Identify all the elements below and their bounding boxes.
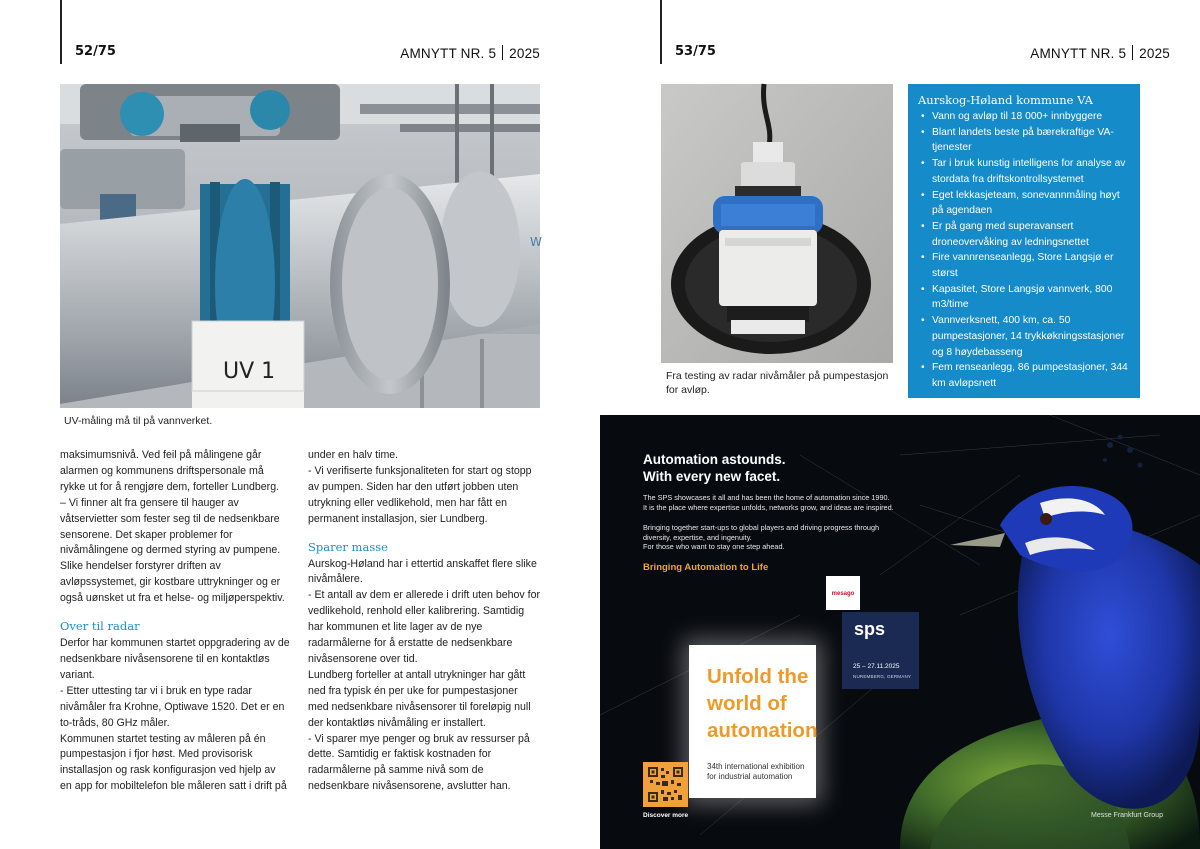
ad-headline-line-2: With every new facet. <box>643 469 781 484</box>
qr-code[interactable] <box>643 762 688 807</box>
sps-logo-box <box>842 612 919 689</box>
uv-pipe-photo <box>60 84 540 408</box>
sps-logo-text: sps <box>854 619 886 639</box>
fact-box <box>908 84 1140 398</box>
radar-photo-caption: Fra testing av radar nivåmåler på pumpestasjon for avløp. <box>666 370 889 396</box>
unfold-card <box>689 645 816 798</box>
unfold-subtitle <box>707 762 804 782</box>
ad-text-block-2 <box>643 523 879 552</box>
sps-event-date: 25 – 27.11.2025 <box>853 663 900 670</box>
unfold-title <box>707 663 817 744</box>
left-page-number: 52/75 <box>75 44 116 59</box>
mesago-logo: mesago <box>826 576 860 610</box>
discover-more-link[interactable]: Discover more <box>643 812 689 819</box>
ad-text-line-2: It is the place where expertise unfolds, networks grow, and ideas are inspired. <box>643 502 894 512</box>
fact-box-title: Aurskog-Høland kommune VA <box>918 93 1093 107</box>
photo-label-text: UV 1 <box>223 359 276 384</box>
ad-headline-line-1: Automation astounds. <box>643 452 786 467</box>
ad-text-line-4: diversity, expertise, and ingenuity. <box>643 532 752 542</box>
fact-item: • Vann og avløp til 18 000+ innbyggere <box>918 109 1130 125</box>
col1-paragraph-4: Derfor har kommunen startet oppgradering av de nedsenkbare nivåsensorene til en kontaktløs variant. <box>60 637 290 681</box>
col1-paragraph-3: Slike hendelser forstyrer driften av avløpssystemet, gir kostbare uttrykninger og er også uønsket ut fra et helse- og miljøperspektiv. <box>60 560 285 605</box>
fact-item: • Kapasitet, Store Langsjø vannverk, 800 m3/time <box>918 282 1130 313</box>
ad-credit: Messe Frankfurt Group <box>1091 812 1163 819</box>
col2-paragraph-1: under en halv time. <box>308 449 399 461</box>
ad-text-line-3: Bringing together start-ups to global players and driving progress through <box>643 523 880 532</box>
fact-item: • Fem renseanlegg, 86 pumpestasjoner, 344 km avløpsnett <box>918 360 1130 391</box>
title-separator-right <box>1132 45 1133 60</box>
right-magazine-name: AMNYTT NR. 5 <box>1030 46 1127 61</box>
photo-wall-text: W <box>530 235 542 249</box>
fact-item: • Vannverksnett, 400 km, ca. 50 pumpestasjoner, 14 trykkøkningsstasjoner og 8 høydebasseng <box>918 313 1130 360</box>
col2-paragraph-5: Lundberg forteller at antall utrykninger har gått ned fra typisk én per uke for pumpestasjoner med nedsenkbare nivåsensorer til foreløpig null der kontaktløs nivåmåling er installert. <box>308 668 531 729</box>
uv-pipe-illustration <box>60 84 540 408</box>
left-page-rule <box>60 0 62 64</box>
right-magazine-title <box>1030 45 1170 61</box>
ad-headline <box>643 451 786 485</box>
col2-paragraph-2: - Vi verifiserte funksjonaliteten for start og stopp av pumpen. Siden har den utført jobben uten utrykning eller vedlikehold, men har fått en permanent installasjon, sier Lundberg. <box>308 464 532 525</box>
ad-text-line-1: The SPS showcases it all and has been the home of automation since 1990. <box>643 493 890 502</box>
col1-paragraph-1: maksimumsnivå. Ved feil på målingene går alarmen og kommunens driftspersonale må rykke ut for å rengjøre dem, forteller Lundberg. <box>60 449 280 493</box>
left-magazine-year: 2025 <box>509 46 540 61</box>
right-magazine-year: 2025 <box>1139 46 1170 61</box>
qr-code-icon <box>647 766 684 803</box>
fact-item: • Blant landets beste på bærekraftige VA-tjenester <box>918 125 1130 156</box>
title-separator <box>502 45 503 60</box>
fact-item: • Eget lekkasjeteam, sonevannmåling høyt på agendaen <box>918 188 1130 219</box>
radar-sensor-photo <box>661 84 893 363</box>
right-page-number: 53/75 <box>675 44 716 59</box>
uv-photo-caption: UV-måling må til på vannverket. <box>64 415 213 427</box>
fact-box-list <box>918 109 1130 392</box>
unfold-subtitle-line-1: 34th international exhibition <box>707 762 805 771</box>
col1-paragraph-2: – Vi finner alt fra gensere til hauger av våtservietter som fester seg til de nedsenkbare sensorene. Det skaper problemer for nivåmålingene og dermed styring av pumpene. <box>60 496 281 557</box>
unfold-title-line-2: world of <box>707 692 787 715</box>
col2-paragraph-6: - Vi sparer mye penger og bruk av ressurser på dette. Samtidig er faktisk kostnaden for radarmålerne på samme nivå som de nedsenkbare nivåsensorene, avslutter han. <box>308 732 530 793</box>
ad-text-line-5: For those who want to stay one step ahead. <box>643 542 785 552</box>
unfold-title-line-1: Unfold the <box>707 665 809 688</box>
left-magazine-title <box>400 45 540 61</box>
heading-sparer-masse: Sparer masse <box>308 539 388 554</box>
fact-item: • Fire vannrenseanlegg, Store Langsjø er størst <box>918 250 1130 281</box>
col2-paragraph-4: - Et antall av dem er allerede i drift uten behov for vedlikehold, renhold eller kalibrering. Samtidig har kommunen et lite lager av de nye radarmålerne for å erstatte de nedsenkbare nivåsensorene over tid. <box>308 589 541 665</box>
ad-text-block-1 <box>643 493 894 512</box>
col1-paragraph-6: Kommunen startet testing av måleren på én pumpestasjon i fjor høst. Med provisorisk installasjon og rask konfigurasjon ved hjelp av en app for mobiltelefon ble måleren satt i drift på <box>60 732 287 793</box>
ad-tagline: Bringing Automation to Life <box>643 562 769 573</box>
left-text-column-1 <box>60 448 290 795</box>
heading-over-til-radar: Over til radar <box>60 619 140 634</box>
left-magazine-name: AMNYTT NR. 5 <box>400 46 497 61</box>
col2-paragraph-3: Aurskog-Høland har i ettertid anskaffet flere slike nivåmålere. <box>308 557 537 586</box>
unfold-title-line-3: automation <box>707 719 818 742</box>
left-text-column-2 <box>308 448 540 795</box>
unfold-subtitle-line-2: for industrial automation <box>707 772 793 781</box>
col1-paragraph-5: - Etter uttesting tar vi i bruk en type radar nivåmåler fra Krohne, Optiwave 1520. Det er en to-tråds, 80 GHz måler. <box>60 684 285 729</box>
right-page-rule <box>660 0 662 64</box>
fact-item: • Er på gang med superavansert droneovervåking av ledningsnettet <box>918 219 1130 250</box>
sps-event-city: NUREMBERG, GERMANY <box>853 674 912 679</box>
radar-sensor-illustration <box>661 84 893 363</box>
sps-advertisement[interactable] <box>600 415 1200 849</box>
fact-item: • Tar i bruk kunstig intelligens for analyse av stordata fra driftskontrollsystemet <box>918 156 1130 187</box>
